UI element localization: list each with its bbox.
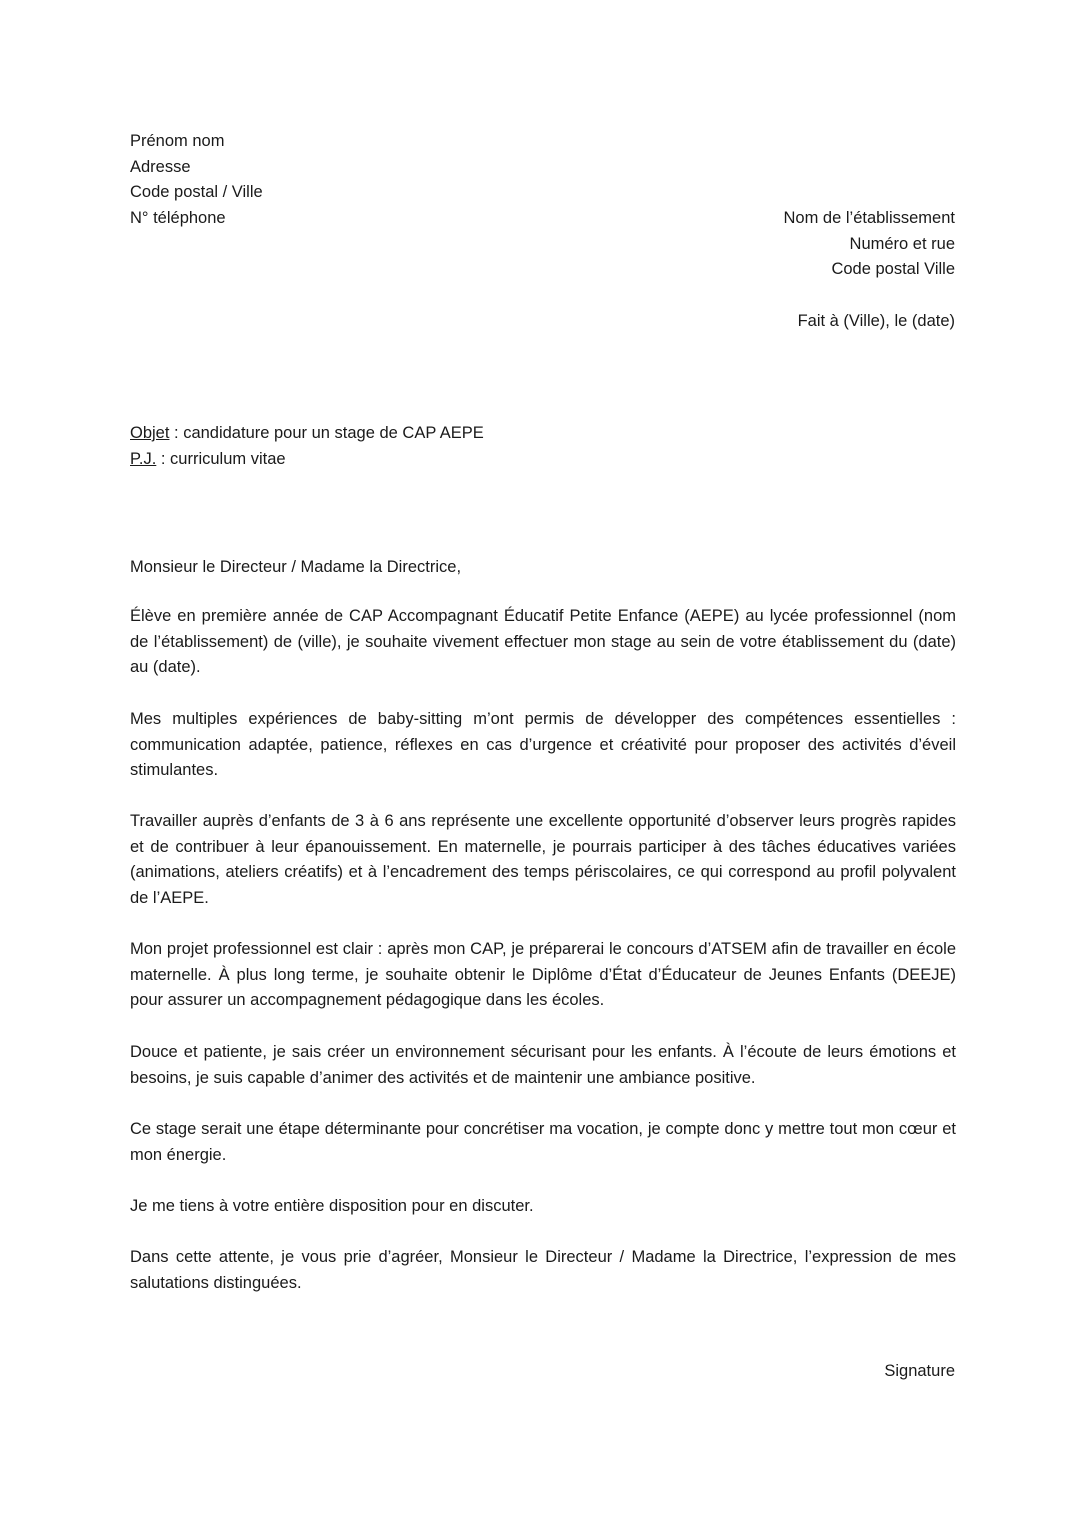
paragraph-motivation: Travailler auprès d’enfants de 3 à 6 ans représente une excellente opportunité d’observer leurs progrès rapides et de contribuer à leur épanouissement. En maternelle, je pourrais participer à des tâches éducatives variées (animations, ateliers créatifs) et à l’encadrement des temps périscolaires, ce qui correspond au profil polyvalent de l’AEPE. [130, 812, 956, 907]
sender-name: Prénom nom [130, 132, 225, 150]
sender-phone: N° téléphone [130, 209, 226, 227]
recipient-street: Numéro et rue [849, 235, 955, 253]
recipient-city: Code postal Ville [831, 260, 955, 278]
paragraph-project: Mon projet professionnel est clair : après mon CAP, je préparerai le concours d’ATSEM afin de travailler en école maternelle. À plus long terme, je souhaite obtenir le Diplôme d’État d’Éducateur de Jeunes Enfants (DEEJE) pour assurer un accompagnement pédagogique dans les écoles. [130, 940, 956, 1010]
paragraph-closing: Dans cette attente, je vous prie d’agréer, Monsieur le Directeur / Madame la Directrice, l’expression de mes salutations distinguées. [130, 1248, 956, 1292]
subject-text: : candidature pour un stage de CAP AEPE [169, 424, 484, 442]
subject-line [130, 422, 484, 444]
place-date: Fait à (Ville), le (date) [797, 312, 955, 330]
attachment-line [130, 448, 286, 470]
salutation: Monsieur le Directeur / Madame la Directrice, [130, 558, 462, 576]
sender-city: Code postal / Ville [130, 183, 263, 201]
paragraph-availability: Je me tiens à votre entière disposition pour en discuter. [130, 1197, 534, 1215]
signature: Signature [884, 1362, 955, 1380]
sender-address: Adresse [130, 158, 191, 176]
paragraph-experience: Mes multiples expériences de baby-sitting m’ont permis de développer des compétences essentielles : communication adaptée, patience, réflexes en cas d’urgence et créativité pour proposer des activités d’éveil stimulantes. [130, 710, 956, 780]
paragraph-vocation: Ce stage serait une étape déterminante pour concrétiser ma vocation, je compte donc y mettre tout mon cœur et mon énergie. [130, 1120, 956, 1164]
paragraph-intro: Élève en première année de CAP Accompagnant Éducatif Petite Enfance (AEPE) au lycée professionnel (nom de l’établissement) de (ville), je souhaite vivement effectuer mon stage au sein de votre établissement du (date) au (date). [130, 607, 956, 677]
attachment-label: P.J. [130, 450, 157, 468]
subject-label: Objet [130, 424, 170, 442]
paragraph-qualities: Douce et patiente, je sais créer un environnement sécurisant pour les enfants. À l’écoute de leurs émotions et besoins, je suis capable d’animer des activités et de maintenir une ambiance positive. [130, 1043, 956, 1087]
recipient-establishment: Nom de l’établissement [783, 209, 955, 227]
attachment-text: : curriculum vitae [156, 450, 286, 468]
